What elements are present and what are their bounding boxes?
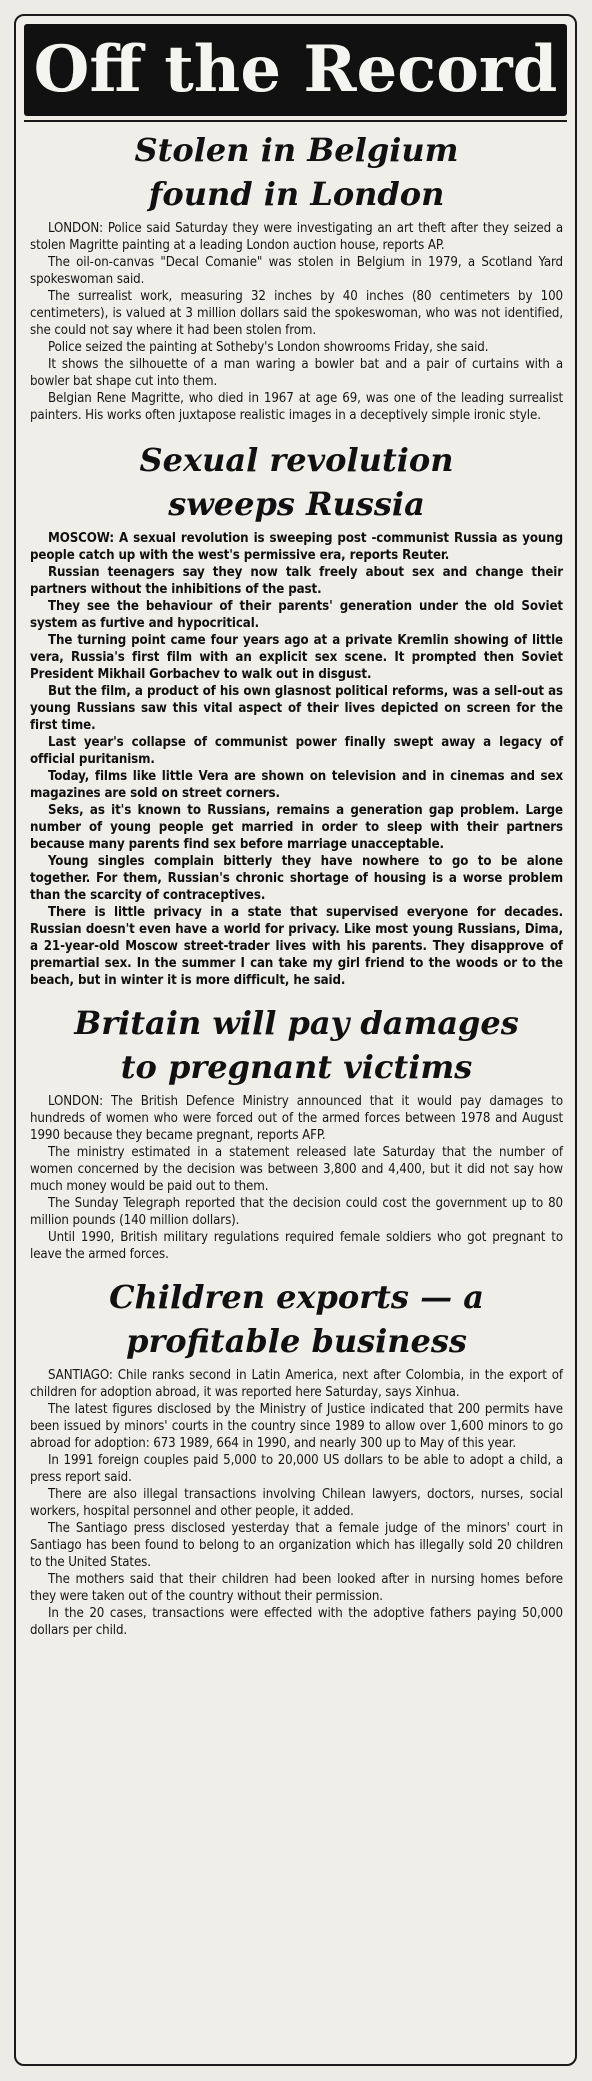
story-paragraph: There are also illegal transactions involving Chilean lawyers, doctors, nurses, social workers, hospital personnel and other people, it added.: [30, 1487, 563, 1519]
story-paragraph: In 1991 foreign couples paid 5,000 to 20,000 US dollars to be able to adopt a child, a press report said.: [30, 1453, 563, 1485]
story-paragraph: It shows the silhouette of a man waring a bowler bat and a pair of curtains with a bowler bat shape cut into them.: [30, 357, 563, 389]
masthead-rule: [24, 120, 567, 122]
headline-line: Children exports — a: [109, 1278, 484, 1316]
story-body: [30, 1093, 563, 1263]
headline-line: to pregnant victims: [120, 1048, 473, 1086]
story-headline: [30, 1001, 563, 1089]
story-paragraph: They see the behaviour of their parents' generation under the old Soviet system as furtive and hypocritical.: [30, 599, 563, 631]
story-paragraph: Young singles complain bitterly they have nowhere to go to be alone together. For them, Russian's chronic shortage of housing is a worse problem than the scarcity of contraceptives.: [30, 854, 563, 903]
story-paragraph: The ministry estimated in a statement released late Saturday that the number of women concerned by the decision was between 3,800 and 4,400, but it did not say how much money would be paid out to them.: [30, 1145, 563, 1194]
story-body: [30, 1367, 563, 1639]
headline-line: found in London: [148, 175, 445, 213]
story-paragraph: The Sunday Telegraph reported that the decision could cost the government up to 80 million pounds (140 million dollars).: [30, 1196, 563, 1228]
story-paragraph: The mothers said that their children had been looked after in nursing homes before they were taken out of the country without their permission.: [30, 1572, 563, 1604]
story-paragraph: But the film, a product of his own glasnost political reforms, was a sell-out as young Russians saw this vital aspect of their lives depicted on screen for the first time.: [30, 684, 563, 733]
headline-line: Britain will pay damages: [74, 1004, 519, 1042]
headline-line: sweeps Russia: [168, 485, 425, 523]
story-headline: [30, 1275, 563, 1363]
story-body: [30, 220, 563, 424]
story-body: [30, 530, 563, 989]
news-column: [14, 14, 577, 2066]
story-sexual-revolution: [16, 438, 575, 989]
story-paragraph: The oil-on-canvas "Decal Comanie" was stolen in Belgium in 1979, a Scotland Yard spokeswoman said.: [30, 255, 563, 287]
story-paragraph: Last year's collapse of communist power finally swept away a legacy of official puritanism.: [30, 735, 563, 767]
story-paragraph: LONDON: The British Defence Ministry announced that it would pay damages to hundreds of women who were forced out of the armed forces between 1978 and August 1990 because they became pregnant, reports AFP.: [30, 1094, 563, 1143]
story-paragraph: Russian teenagers say they now talk freely about sex and change their partners without the inhibitions of the past.: [30, 565, 563, 597]
story-magritte: [16, 128, 575, 424]
story-paragraph: The surrealist work, measuring 32 inches by 40 inches (80 centimeters by 100 centimeters), is valued at 3 million dollars said the spokeswoman, who was not identified, she could not say where it had been stolen from.: [30, 289, 563, 338]
story-paragraph: Seks, as it's known to Russians, remains a generation gap problem. Large number of young people get married in order to sleep with their partners because many parents find sex before marriage unacceptable.: [30, 803, 563, 852]
story-paragraph: Today, films like little Vera are shown on television and in cinemas and sex magazines are sold on street corners.: [30, 769, 563, 801]
story-children-exports: [16, 1275, 575, 1639]
headline-line: Stolen in Belgium: [134, 131, 459, 169]
story-paragraph: The Santiago press disclosed yesterday that a female judge of the minors' court in Santiago has been found to belong to an organization which has illegally sold 20 children to the United States.: [30, 1521, 563, 1570]
story-paragraph: Until 1990, British military regulations required female soldiers who got pregnant to leave the armed forces.: [30, 1230, 563, 1262]
headline-line: profitable business: [126, 1322, 467, 1360]
story-britain-damages: [16, 1001, 575, 1263]
story-paragraph: There is little privacy in a state that supervised everyone for decades. Russian doesn't even have a world for privacy. Like most young Russians, Dima, a 21-year-old Moscow street-trader lives with his parents. They disapprove of premartial sex. In the summer I can take my girl friend to the woods or to the beach, but in winter it is more difficult, he said.: [30, 905, 563, 988]
story-paragraph: LONDON: Police said Saturday they were investigating an art theft after they seized a stolen Magritte painting at a leading London auction house, reports AP.: [30, 221, 563, 253]
story-paragraph: SANTIAGO: Chile ranks second in Latin America, next after Colombia, in the export of children for adoption abroad, it was reported here Saturday, says Xinhua.: [30, 1368, 563, 1400]
masthead-title: Off the Record: [33, 32, 558, 107]
story-paragraph: Police seized the painting at Sotheby's London showrooms Friday, she said.: [48, 340, 489, 355]
story-paragraph: Belgian Rene Magritte, who died in 1967 at age 69, was one of the leading surrealist painters. His works often juxtapose realistic images in a deceptively simple ironic style.: [30, 391, 563, 423]
story-paragraph: The latest figures disclosed by the Ministry of Justice indicated that 200 permits have been issued by minors' courts in the country since 1989 to allow over 1,600 minors to go abroad for adoption: 673 1989, 664 in 1990, and nearly 300 up to May of this year.: [30, 1402, 563, 1451]
story-paragraph: The turning point came four years ago at a private Kremlin showing of little vera, Russia's first film with an explicit sex scene. It prompted then Soviet President Mikhail Gorbachev to walk out in disgust.: [30, 633, 563, 682]
story-paragraph: In the 20 cases, transactions were effected with the adoptive fathers paying 50,000 dollars per child.: [30, 1606, 563, 1638]
story-paragraph: MOSCOW: A sexual revolution is sweeping post -communist Russia as young people catch up with the west's permissive era, reports Reuter.: [30, 531, 563, 563]
masthead-banner: [24, 24, 567, 116]
headline-line: Sexual revolution: [139, 441, 454, 479]
story-headline: [30, 438, 563, 526]
story-headline: [30, 128, 563, 216]
